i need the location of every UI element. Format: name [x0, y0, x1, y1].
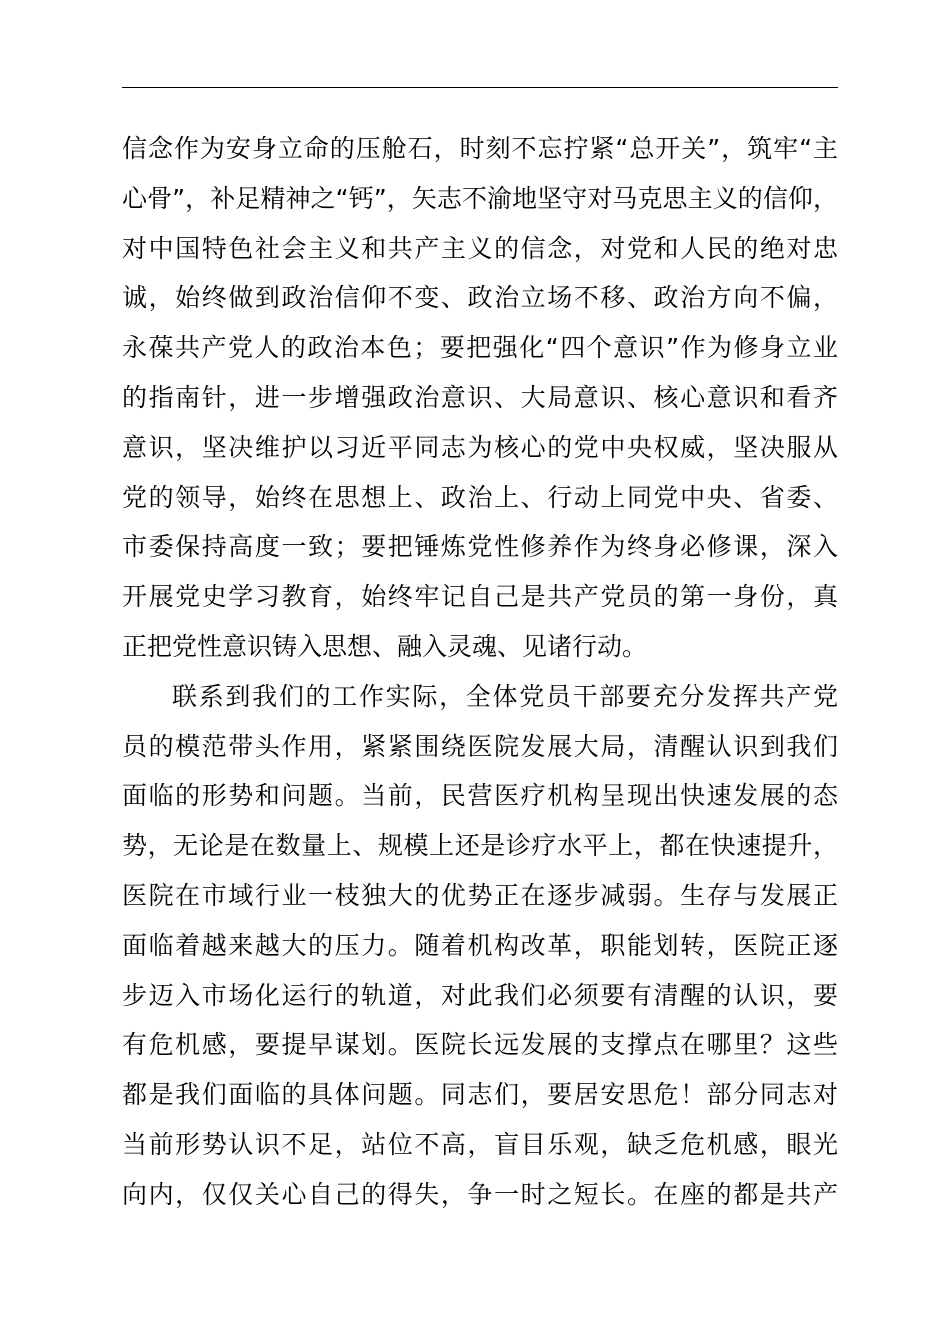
text-line: 正把党性意识铸入思想、融入灵魂、见诸行动。 — [122, 631, 648, 661]
document-body — [122, 124, 838, 1220]
text-line: 市委保持高度一致；要把锤炼党性修养作为终身必修课，深入 — [122, 532, 838, 562]
header-rule — [122, 87, 838, 88]
text-line: 向内，仅仅关心自己的得失，争一时之短长。在座的都是共产 — [122, 1179, 838, 1209]
text-line: 有危机感，要提早谋划。医院长远发展的支撑点在哪里？这些 — [122, 1030, 838, 1060]
text-line: 面临着越来越大的压力。随着机构改革，职能划转，医院正逐 — [122, 930, 838, 960]
text-line: 当前形势认识不足，站位不高，盲目乐观，缺乏危机感，眼光 — [122, 1129, 838, 1159]
text-line: 永葆共产党人的政治本色；要把强化“四个意识”作为修身立业 — [122, 333, 838, 363]
text-line: 诚，始终做到政治信仰不变、政治立场不移、政治方向不偏， — [122, 283, 838, 313]
text-line: 的指南针，进一步增强政治意识、大局意识、核心意识和看齐 — [122, 382, 838, 412]
text-line: 员的模范带头作用，紧紧围绕医院发展大局，清醒认识到我们 — [122, 731, 838, 761]
text-line: 心骨”，补足精神之“钙”，矢志不渝地坚守对马克思主义的信仰， — [122, 183, 838, 213]
text-line: 党的领导，始终在思想上、政治上、行动上同党中央、省委、 — [122, 482, 838, 512]
text-line: 势，无论是在数量上、规模上还是诊疗水平上，都在快速提升， — [122, 831, 838, 861]
text-line: 面临的形势和问题。当前，民营医疗机构呈现出快速发展的态 — [122, 781, 838, 811]
text-line: 都是我们面临的具体问题。同志们，要居安思危！部分同志对 — [122, 1080, 838, 1110]
text-line: 联系到我们的工作实际，全体党员干部要充分发挥共产党 — [172, 681, 838, 711]
text-line: 对中国特色社会主义和共产主义的信念，对党和人民的绝对忠 — [122, 233, 838, 263]
text-line: 信念作为安身立命的压舱石，时刻不忘拧紧“总开关”，筑牢“主 — [122, 134, 838, 163]
paragraph-2 — [122, 672, 838, 1220]
paragraph-1 — [122, 124, 838, 672]
text-line: 意识，坚决维护以习近平同志为核心的党中央权威，坚决服从 — [122, 432, 838, 462]
text-line: 开展党史学习教育，始终牢记自己是共产党员的第一身份，真 — [122, 582, 838, 612]
text-line: 步迈入市场化运行的轨道，对此我们必须要有清醒的认识，要 — [122, 980, 838, 1010]
text-line: 医院在市域行业一枝独大的优势正在逐步减弱。生存与发展正 — [122, 880, 838, 910]
